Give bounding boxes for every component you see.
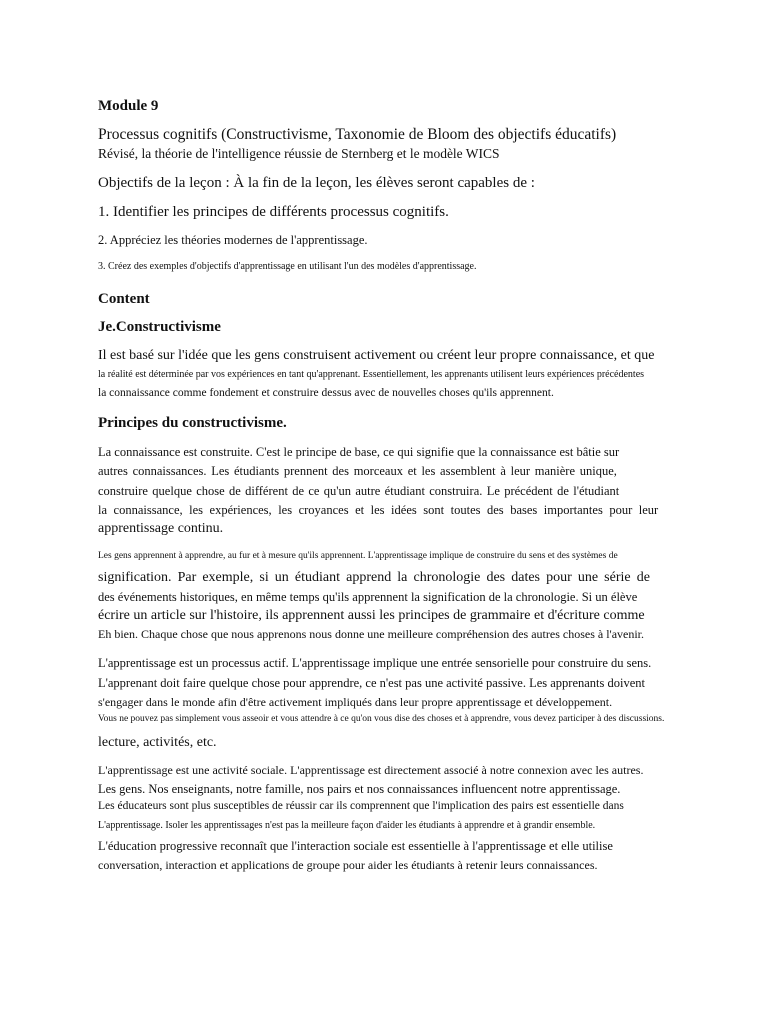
para3-line-5: lecture, activités, etc. bbox=[98, 735, 217, 750]
intro-line-3: la connaissance comme fondement et construire dessus avec de nouvelles choses qu'ils apprennent. bbox=[98, 387, 554, 399]
para3-line-1: L'apprentissage est un processus actif. L'apprentissage implique une entrée sensorielle pour construire du sens. bbox=[98, 656, 652, 670]
para1-line-5: apprentissage continu. bbox=[98, 521, 224, 536]
para2-line-1: Les gens apprennent à apprendre, au fur et à mesure qu'ils apprennent. L'apprentissage implique de construire du sens et des systèmes de bbox=[98, 551, 618, 561]
para3-line-4: Vous ne pouvez pas simplement vous asseoir et vous attendre à ce qu'on vous dise des choses et à apprendre, vous devez participer à des discussions. bbox=[98, 714, 665, 724]
para2-line-3: des événements historiques, en même temps qu'ils apprennent la signification de la chronologie. Si un élève bbox=[98, 590, 638, 604]
para3-line-3: s'engager dans le monde afin d'être activement impliqués dans leur propre apprentissage et développement. bbox=[98, 695, 613, 709]
objectives-intro: Objectifs de la leçon : À la fin de la leçon, les élèves seront capables de : bbox=[98, 175, 535, 191]
para2-line-4: écrire un article sur l'histoire, ils apprennent aussi les principes de grammaire et d'écriture comme bbox=[98, 608, 645, 623]
para1-line-4: la connaissance, les expériences, les croyances et les idées sont toutes des bases importantes pour leur bbox=[98, 503, 659, 517]
para4-line-4: L'apprentissage. Isoler les apprentissages n'est pas la meilleure façon d'aider les étudiants à apprendre et à grandir ensemble. bbox=[98, 820, 596, 831]
para4-line-2: Les gens. Nos enseignants, notre famille, nos pairs et nos connaissances influencent notre apprentissage. bbox=[98, 782, 621, 796]
para1-line-1: La connaissance est construite. C'est le principe de base, ce qui signifie que la connaissance est bâtie sur bbox=[98, 445, 620, 459]
title-line-2: Révisé, la théorie de l'intelligence réussie de Sternberg et le modèle WICS bbox=[98, 146, 500, 161]
intro-line-2: la réalité est déterminée par vos expériences en tant qu'apprenant. Essentiellement, les apprenants utilisent leurs expériences précédentes bbox=[98, 369, 645, 380]
para2-line-2: signification. Par exemple, si un étudiant apprend la chronologie des dates pour une série de bbox=[98, 570, 650, 585]
para4-line-6: conversation, interaction et applications de groupe pour aider les étudiants à retenir leurs connaissances. bbox=[98, 858, 598, 872]
para2-line-5: Eh bien. Chaque chose que nous apprenons nous donne une meilleure compréhension des autres choses à l'avenir. bbox=[98, 627, 645, 641]
objective-2: 2. Appréciez les théories modernes de l'apprentissage. bbox=[98, 233, 368, 247]
module-label: Module 9 bbox=[98, 98, 159, 114]
content-heading: Content bbox=[98, 291, 150, 307]
para1-line-2: autres connaissances. Les étudiants prennent des morceaux et les assemblent à leur manière unique, bbox=[98, 464, 617, 478]
para3-line-2: L'apprenant doit faire quelque chose pour apprendre, ce n'est pas une activité passive. Les apprenants doivent bbox=[98, 676, 646, 690]
objective-3: 3. Créez des exemples d'objectifs d'apprentissage en utilisant l'un des modèles d'apprentissage. bbox=[98, 261, 477, 272]
para4-line-5: L'éducation progressive reconnaît que l'interaction sociale est essentielle à l'apprentissage et elle utilise bbox=[98, 839, 613, 853]
para4-line-1: L'apprentissage est une activité sociale. L'apprentissage est directement associé à notre connexion avec les autres. bbox=[98, 763, 644, 777]
para1-line-3: construire quelque chose de différent de ce qu'un autre étudiant construira. Le précédent de l'étudiant bbox=[98, 484, 620, 498]
principles-heading: Principes du constructivisme. bbox=[98, 415, 287, 431]
objective-1: 1. Identifier les principes de différents processus cognitifs. bbox=[98, 204, 449, 220]
section-heading: Je.Constructivisme bbox=[98, 319, 221, 335]
intro-line-1: Il est basé sur l'idée que les gens construisent activement ou créent leur propre connaissance, et que bbox=[98, 348, 655, 363]
title-line-1: Processus cognitifs (Constructivisme, Taxonomie de Bloom des objectifs éducatifs) bbox=[98, 126, 617, 143]
para4-line-3: Les éducateurs sont plus susceptibles de réussir car ils comprennent que l'implication des pairs est essentielle dans bbox=[98, 800, 624, 812]
